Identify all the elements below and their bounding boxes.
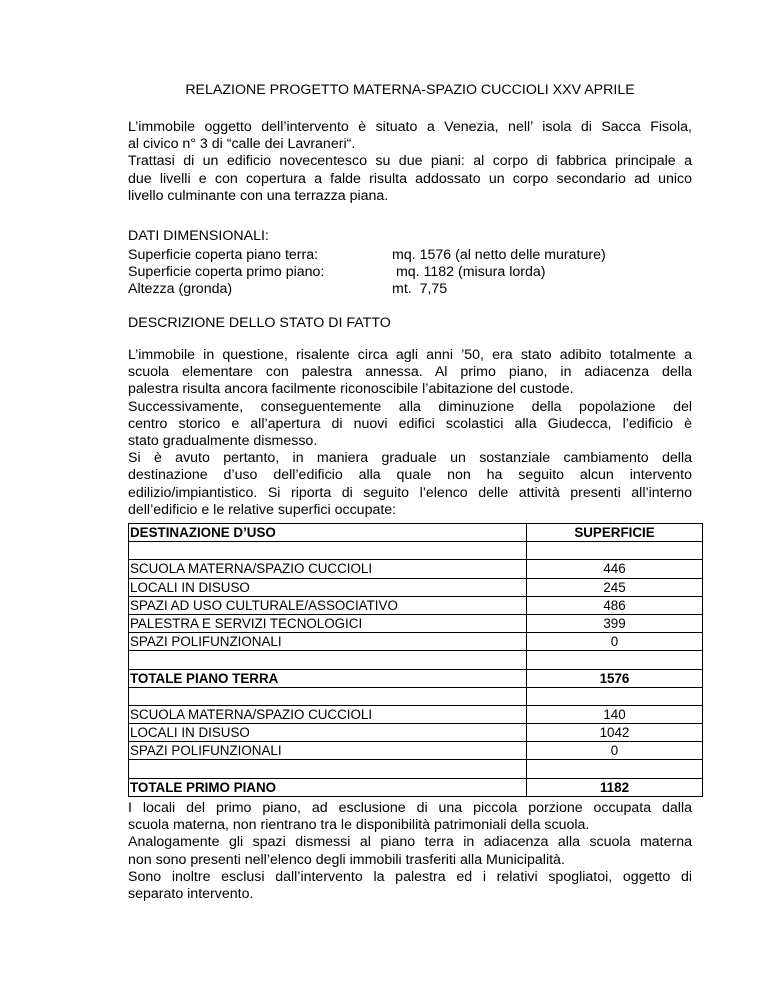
destinazione-cell: SPAZI POLIFUNZIONALI — [129, 633, 527, 651]
superficie-cell — [527, 651, 703, 669]
table-row — [129, 760, 703, 778]
text-line: destinazione d’uso dell’edificio alla quale non ha seguito alcun intervento — [128, 467, 692, 484]
text-line: due livelli e con copertura a falde risulta addossato un corpo secondario ad unico — [128, 170, 692, 187]
superficie-cell: 0 — [527, 742, 703, 760]
destinazione-cell: LOCALI IN DISUSO — [129, 724, 527, 742]
dati-value: mq. 1576 (al netto delle murature) — [392, 247, 606, 263]
table-row — [129, 651, 703, 669]
destinazione-cell: LOCALI IN DISUSO — [129, 578, 527, 596]
table-total-row — [129, 778, 703, 796]
dati-value: mq. 1182 (misura lorda) — [392, 264, 546, 281]
header-destinazione: DESTINAZIONE D’USO — [129, 524, 527, 542]
header-superficie: SUPERFICIE — [527, 524, 703, 542]
text-line: Successivamente, conseguentemente alla diminuzione della popolazione del — [128, 398, 692, 415]
destinazione-cell: TOTALE PRIMO PIANO — [129, 778, 527, 796]
text-line: I locali del primo piano, ad esclusione di una piccola porzione occupata dalla — [128, 800, 692, 816]
text-line: scuola materna, non rientrano tra le disponibilità patrimoniali della scuola. — [128, 817, 590, 834]
table-row — [129, 560, 703, 578]
destinazione-cell — [129, 542, 527, 560]
destinazione-cell — [129, 651, 527, 669]
table-header-row — [129, 524, 703, 542]
superficie-cell — [527, 542, 703, 560]
superficie-cell: 1576 — [527, 669, 703, 687]
dati-label: Superficie coperta primo piano: — [128, 264, 325, 281]
destinazione-cell: TOTALE PIANO TERRA — [129, 669, 527, 687]
stato-heading: DESCRIZIONE DELLO STATO DI FATTO — [128, 315, 391, 331]
table-row — [129, 742, 703, 760]
table-row — [129, 596, 703, 614]
text-line: scuola elementare con palestra annessa. Al primo piano, in adiacenza della — [128, 364, 692, 381]
text-line: non sono presenti nell’elenco degli immobili trasferiti alla Municipalità. — [128, 851, 565, 868]
table-row — [129, 724, 703, 742]
destinazione-cell — [129, 687, 527, 705]
destinazione-cell: SPAZI POLIFUNZIONALI — [129, 742, 527, 760]
text-line: stato gradualmente dismesso. — [128, 433, 318, 450]
table-row — [129, 542, 703, 560]
text-line: separato intervento. — [128, 886, 254, 903]
superficie-cell: 0 — [527, 633, 703, 651]
closing-paragraph — [128, 800, 692, 903]
destinazione-cell: SCUOLA MATERNA/SPAZIO CUCCIOLI — [129, 560, 527, 578]
superficie-cell: 486 — [527, 596, 703, 614]
superficie-cell: 399 — [527, 614, 703, 632]
destinazione-cell: SCUOLA MATERNA/SPAZIO CUCCIOLI — [129, 705, 527, 723]
text-line: Si è avuto pertanto, in maniera graduale un sostanziale cambiamento della — [128, 450, 692, 467]
dati-row — [128, 247, 692, 264]
table-row — [129, 705, 703, 723]
text-line: palestra risulta ancora facilmente riconoscibile l’abitazione del custode. — [128, 381, 574, 398]
text-line: L’immobile in questione, risalente circa agli anni ’50, era stato adibito totalmente a — [128, 347, 692, 363]
superficie-cell: 1042 — [527, 724, 703, 742]
table-total-row — [129, 669, 703, 687]
text-line: livello culminante con una terrazza piana. — [128, 187, 389, 204]
superfici-table — [128, 523, 703, 797]
table-row — [129, 687, 703, 705]
text-line: centro storico e all’apertura di nuovi edifici scolastici alla Giudecca, l’edificio è — [128, 415, 692, 432]
text-line: al civico n° 3 di “calle dei Lavraneri“. — [128, 136, 356, 153]
intro-paragraph — [128, 119, 692, 205]
dati-row — [128, 281, 692, 298]
destinazione-cell: SPAZI AD USO CULTURALE/ASSOCIATIVO — [129, 596, 527, 614]
dati-label: Superficie coperta piano terra: — [128, 247, 319, 263]
text-line: dell’edificio e le relative superfici occupate: — [128, 501, 397, 518]
dati-dimensionali-list — [128, 247, 692, 299]
superficie-cell — [527, 687, 703, 705]
text-line: Analogamente gli spazi dismessi al piano terra in adiacenza alla scuola materna — [128, 834, 692, 851]
text-line: Trattasi di un edificio novecentesco su due piani: al corpo di fabbrica principale a — [128, 153, 692, 170]
dati-heading: DATI DIMENSIONALI: — [128, 228, 269, 244]
document-title: RELAZIONE PROGETTO MATERNA-SPAZIO CUCCIOLI XXV APRILE — [185, 82, 635, 98]
table-row — [129, 633, 703, 651]
dati-value: mt. 7,75 — [392, 281, 448, 298]
text-line: Sono inoltre esclusi dall’intervento la palestra ed i relativi spogliatoi, oggetto di — [128, 868, 692, 885]
dati-label: Altezza (gronda) — [128, 281, 233, 298]
text-line: L’immobile oggetto dell’intervento è situato a Venezia, nell’ isola di Sacca Fisola, — [128, 119, 692, 135]
table-row — [129, 614, 703, 632]
dati-row — [128, 264, 692, 281]
destinazione-cell — [129, 760, 527, 778]
text-line: edilizio/impiantistico. Si riporta di seguito l’elenco delle attività presenti all’interno — [128, 484, 692, 501]
superficie-cell: 245 — [527, 578, 703, 596]
superficie-cell — [527, 760, 703, 778]
superficie-cell: 140 — [527, 705, 703, 723]
destinazione-cell: PALESTRA E SERVIZI TECNOLOGICI — [129, 614, 527, 632]
superficie-cell: 446 — [527, 560, 703, 578]
stato-paragraph — [128, 347, 692, 519]
table-row — [129, 578, 703, 596]
superficie-cell: 1182 — [527, 778, 703, 796]
